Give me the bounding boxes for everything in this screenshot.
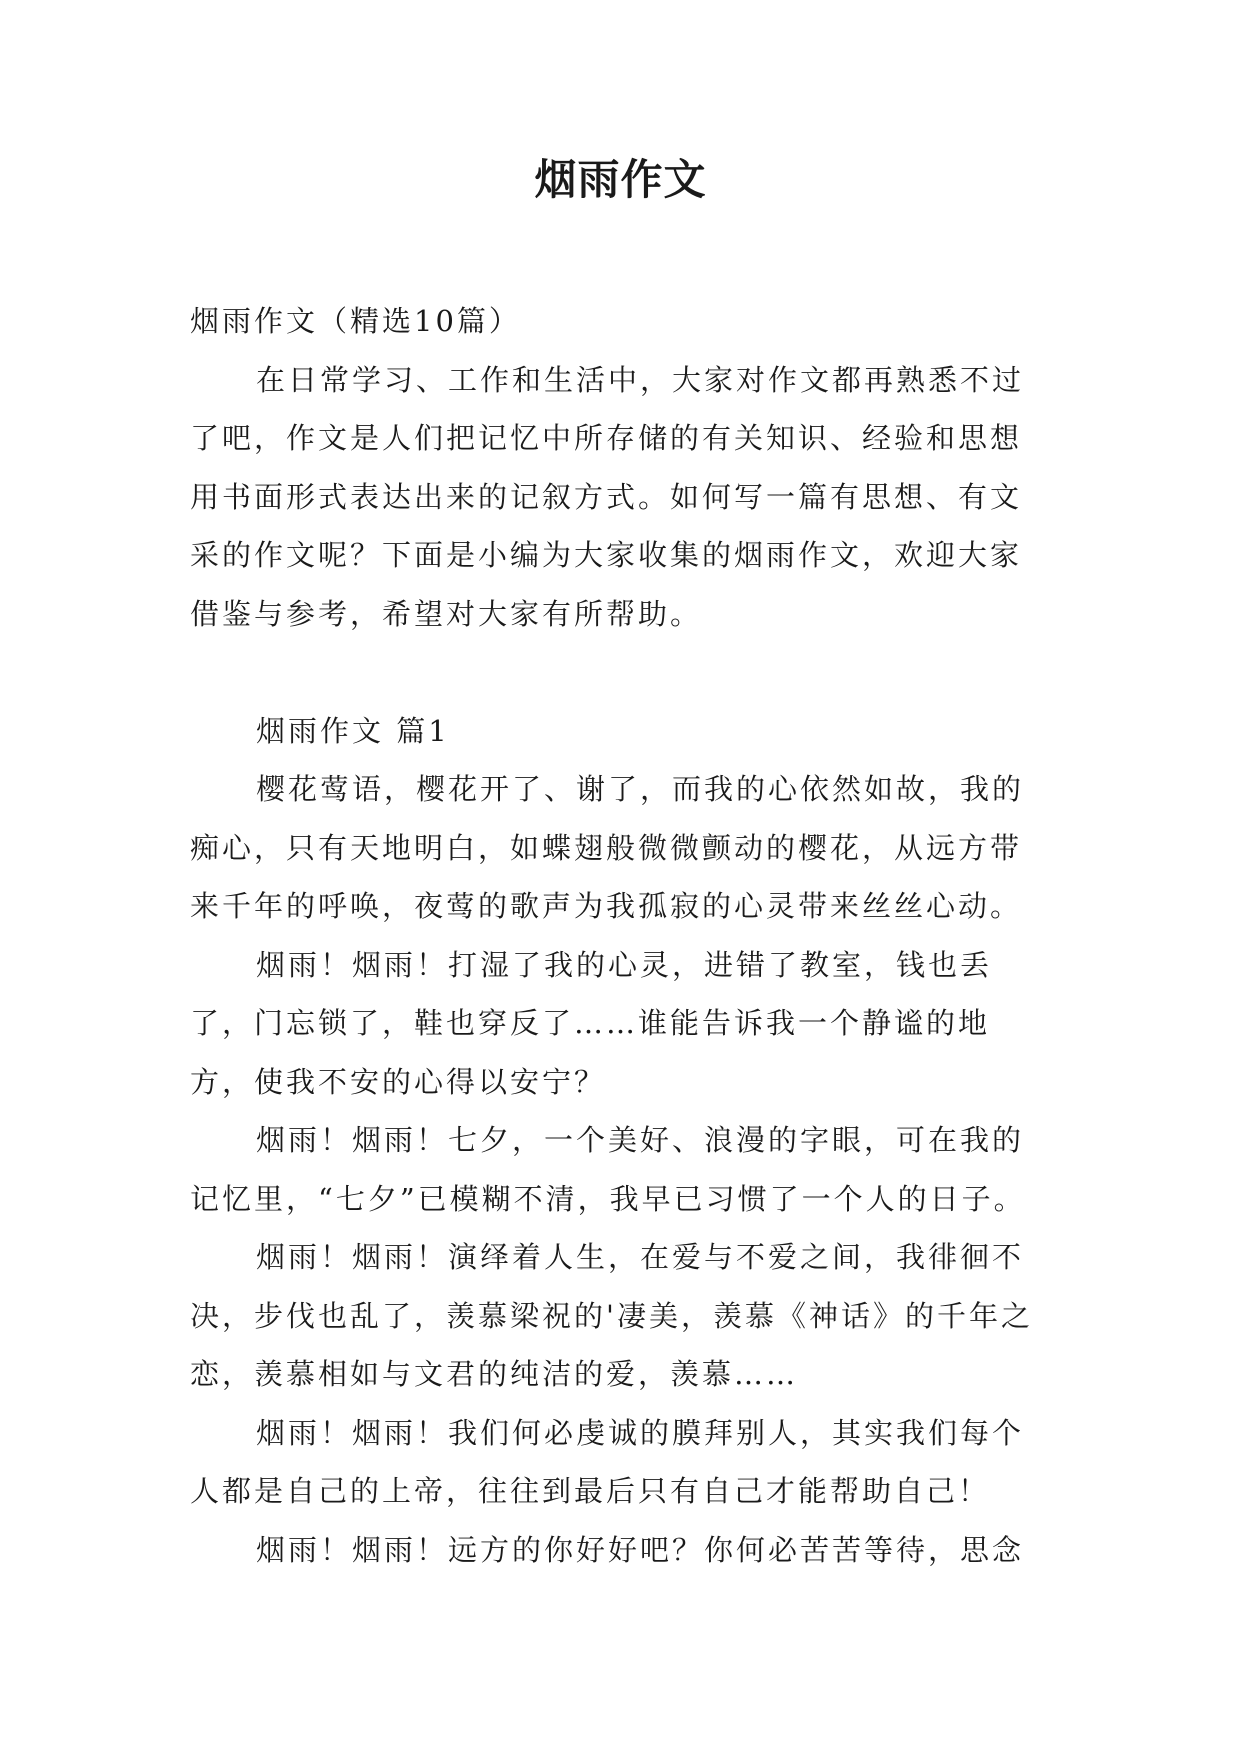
body-paragraph: 烟雨！烟雨！远方的你好好吧？你何必苦苦等待，思念 — [256, 1532, 1025, 1567]
body-paragraph: 烟雨！烟雨！打湿了我的心灵，进错了教室，钱也丢了，门忘锁了，鞋也穿反了……谁能告诉我一个静谧的地方，使我不安的心得以安宁？ — [190, 947, 993, 1099]
paragraph-spacer — [190, 643, 1050, 702]
intro-paragraph: 在日常学习、工作和生活中，大家对作文都再熟悉不过了吧，作文是人们把记忆中所存储的有关知识、经验和思想用书面形式表达出来的记叙方式。如何写一篇有思想、有文采的作文呢？下面是小编为大家收集的烟雨作文，欢迎大家借鉴与参考，希望对大家有所帮助。 — [190, 362, 1025, 631]
body-paragraph: 樱花莺语，樱花开了、谢了，而我的心依然如故，我的痴心，只有天地明白，如蝶翅般微微颤动的樱花，从远方带来千年的呼唤，夜莺的歌声为我孤寂的心灵带来丝丝心动。 — [190, 772, 1025, 923]
document-subtitle: 烟雨作文（精选10篇） — [190, 304, 521, 338]
body-paragraph: 烟雨！烟雨！演绎着人生，在爱与不爱之间，我徘徊不决，步伐也乱了，羡慕梁祝的'凄美，羡慕《神话》的千年之恋，羡慕相如与文君的纯洁的爱，羡慕…… — [190, 1240, 1033, 1391]
section-heading: 烟雨作文 篇1 — [256, 713, 450, 748]
body-paragraph: 烟雨！烟雨！七夕，一个美好、浪漫的字眼，可在我的记忆里，“七夕”已模糊不清，我早已习惯了一个人的日子。 — [190, 1123, 1026, 1216]
body-paragraph: 烟雨！烟雨！我们何必虔诚的膜拜别人，其实我们每个人都是自己的上帝，往往到最后只有自己才能帮助自己！ — [190, 1415, 1025, 1508]
document-title: 烟雨作文 — [534, 155, 707, 204]
document-body — [190, 292, 1050, 1579]
